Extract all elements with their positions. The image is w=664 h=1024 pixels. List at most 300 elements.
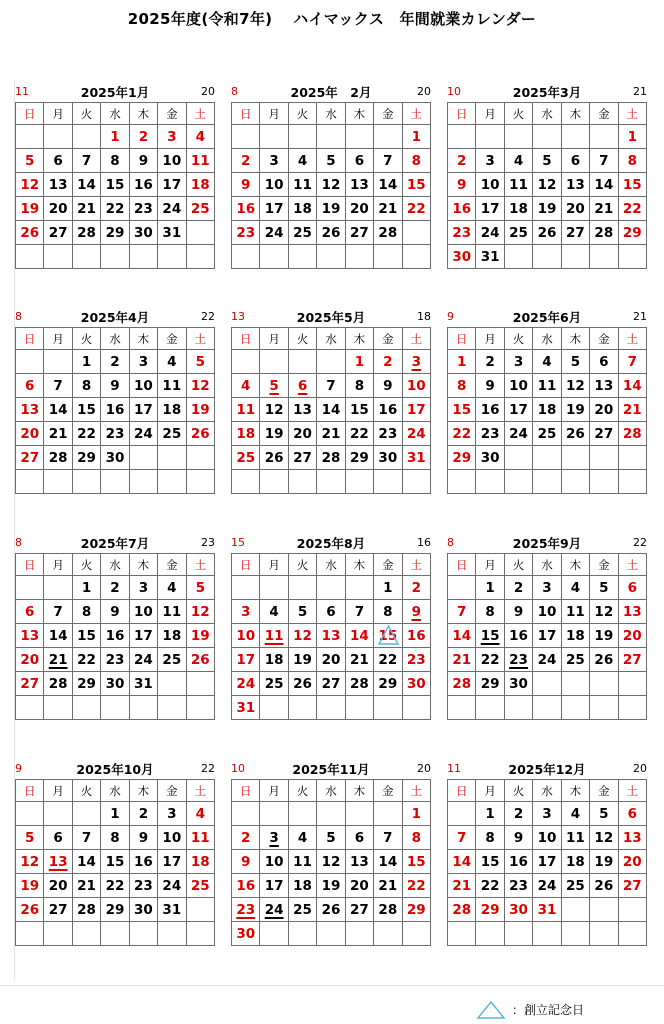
weekday-header: 金 [158,103,186,125]
empty-cell [44,470,72,494]
day-number: 22 [406,877,426,894]
empty-cell [72,125,100,149]
day-number: 28 [77,224,96,241]
day-number: 6 [297,377,308,394]
day-number: 18 [566,627,585,644]
month-title: 2025年8月 [296,536,366,551]
day-cell [402,173,430,197]
day-cell [402,149,430,173]
day-cell [374,624,402,648]
day-number: 22 [452,425,472,442]
day-number: 1 [485,805,495,822]
weekday-header: 月 [44,103,72,125]
week-row [16,648,215,672]
day-number: 4 [570,805,581,822]
empty-cell [260,696,288,720]
work-days-count: 21 [633,310,647,323]
day-number: 28 [350,675,369,692]
day-number: 1 [81,579,92,596]
empty-cell [504,470,532,494]
empty-cell [476,922,504,946]
empty-cell [504,696,532,720]
day-cell [44,850,72,874]
week-row [232,173,431,197]
weekday-header: 木 [561,780,589,802]
day-cell [345,850,373,874]
week-row [16,245,215,269]
day-number: 15 [350,401,369,418]
empty-cell [288,696,316,720]
day-cell [345,600,373,624]
day-cell [129,802,157,826]
day-number: 27 [48,224,68,241]
day-number: 27 [594,425,614,442]
day-number: 11 [190,152,210,169]
empty-cell [288,350,316,374]
week-row [232,398,431,422]
day-number: 7 [81,829,92,846]
day-number: 12 [293,627,312,644]
day-number: 25 [264,675,284,692]
day-number: 10 [134,603,153,620]
weekday-header: 水 [101,328,129,350]
day-cell [186,826,214,850]
empty-cell [476,696,504,720]
empty-cell [374,922,402,946]
day-number: 24 [537,877,557,894]
day-cell [590,826,618,850]
week-row [232,672,431,696]
weekday-header: 金 [374,554,402,576]
day-cell [232,446,260,470]
day-cell [590,398,618,422]
month-grid [15,102,215,269]
empty-cell [561,898,589,922]
day-cell [533,173,561,197]
day-number: 18 [509,200,528,217]
empty-cell [72,470,100,494]
day-number: 21 [350,651,369,668]
day-cell [504,422,532,446]
day-cell [476,624,504,648]
day-number: 9 [485,377,495,394]
day-number: 17 [162,176,182,193]
day-cell [232,922,260,946]
day-number: 1 [485,579,495,596]
month-header [15,307,215,327]
empty-cell [345,245,373,269]
empty-cell [590,898,618,922]
day-number: 19 [293,651,312,668]
day-cell [288,374,316,398]
day-cell [260,446,288,470]
day-cell [158,898,186,922]
day-number: 6 [326,603,336,620]
empty-cell [158,245,186,269]
day-cell [158,221,186,245]
day-cell [288,197,316,221]
day-cell [317,648,345,672]
week-row [16,125,215,149]
day-cell [476,350,504,374]
day-number: 14 [77,853,96,870]
day-cell [476,850,504,874]
day-cell [504,350,532,374]
day-cell [533,149,561,173]
day-cell [101,624,129,648]
day-cell [476,446,504,470]
day-number: 24 [537,651,557,668]
day-cell [260,422,288,446]
day-cell [44,149,72,173]
day-number: 19 [190,627,210,644]
day-number: 29 [406,901,426,918]
day-cell [72,850,100,874]
day-number: 7 [383,152,393,169]
day-cell [232,648,260,672]
empty-cell [16,350,44,374]
day-number: 17 [236,651,256,668]
week-row [448,221,647,245]
day-cell [618,422,646,446]
day-cell [345,422,373,446]
day-number: 22 [105,877,125,894]
month-title: 2025年1月 [80,85,150,100]
day-number: 7 [457,829,467,846]
day-number: 20 [20,651,40,668]
day-number: 19 [566,401,585,418]
weekday-header: 月 [44,554,72,576]
week-row [232,696,431,720]
month-grid [231,102,431,269]
day-cell [16,898,44,922]
day-number: 28 [378,901,398,918]
empty-cell [260,576,288,600]
day-number: 9 [110,603,120,620]
month-grid [15,553,215,720]
week-row [448,422,647,446]
day-number: 3 [542,579,552,596]
day-number: 5 [542,152,552,169]
day-number: 24 [236,675,256,692]
day-cell [374,826,402,850]
work-days-count: 22 [201,762,215,775]
empty-cell [402,245,430,269]
day-number: 4 [542,353,552,370]
day-cell [72,446,100,470]
day-cell [101,350,129,374]
day-number: 25 [566,651,585,668]
empty-cell [374,125,402,149]
day-cell [101,197,129,221]
day-number: 1 [627,128,637,145]
day-number: 28 [48,449,68,466]
day-cell [288,874,316,898]
month-calendar [447,82,647,269]
week-row [448,922,647,946]
weekday-header: 土 [618,328,646,350]
day-number: 24 [162,877,182,894]
day-number: 14 [452,627,472,644]
day-number: 22 [406,200,426,217]
day-cell [288,624,316,648]
day-number: 15 [480,627,500,644]
day-cell [618,149,646,173]
weekday-header: 火 [72,780,100,802]
day-cell [618,826,646,850]
day-number: 31 [236,699,256,716]
day-cell [402,648,430,672]
off-days-count: 10 [231,762,245,775]
day-cell [345,874,373,898]
day-number: 9 [138,829,149,846]
day-number: 21 [321,425,341,442]
day-number: 27 [293,449,312,466]
day-cell [618,850,646,874]
weekday-header: 水 [533,328,561,350]
day-cell [374,850,402,874]
day-number: 17 [480,200,500,217]
week-row [16,672,215,696]
day-cell [288,672,316,696]
day-cell [590,802,618,826]
day-number: 31 [162,224,182,241]
week-row [448,802,647,826]
day-number: 19 [20,877,40,894]
empty-cell [260,245,288,269]
day-number: 28 [48,675,68,692]
day-number: 31 [537,901,557,918]
day-number: 2 [241,152,251,169]
day-cell [158,422,186,446]
day-number: 7 [383,829,393,846]
weekday-header: 月 [260,780,288,802]
day-cell [16,398,44,422]
day-cell [232,149,260,173]
weekday-header: 火 [288,328,316,350]
empty-cell [618,446,646,470]
day-number: 5 [297,603,308,620]
day-cell [288,648,316,672]
empty-cell [476,470,504,494]
day-cell [260,374,288,398]
month-grid [231,779,431,946]
day-cell [288,149,316,173]
empty-cell [260,470,288,494]
day-number: 18 [190,853,210,870]
day-number: 15 [452,401,472,418]
day-cell [448,173,476,197]
legend [476,998,584,1020]
day-number: 30 [378,449,398,466]
weekday-header: 火 [72,328,100,350]
day-number: 9 [513,603,524,620]
empty-cell [448,922,476,946]
weekday-header: 木 [345,554,373,576]
day-number: 16 [509,627,528,644]
day-cell [402,422,430,446]
week-row [16,922,215,946]
weekday-header: 金 [158,780,186,802]
day-cell [44,624,72,648]
day-number: 21 [48,425,68,442]
day-number: 6 [627,805,637,822]
day-cell [129,197,157,221]
empty-cell [288,245,316,269]
empty-cell [618,898,646,922]
day-number: 15 [378,627,398,644]
day-cell [345,398,373,422]
day-number: 6 [570,152,581,169]
day-cell [504,374,532,398]
day-cell [374,149,402,173]
day-number: 7 [627,353,637,370]
day-number: 12 [594,829,614,846]
day-cell [16,446,44,470]
empty-cell [232,802,260,826]
day-number: 18 [293,200,312,217]
day-cell [504,398,532,422]
day-cell [260,898,288,922]
empty-cell [317,922,345,946]
day-number: 7 [53,603,63,620]
day-cell [317,221,345,245]
work-days-count: 20 [201,85,215,98]
day-number: 9 [457,176,467,193]
week-row [448,350,647,374]
day-cell [232,850,260,874]
empty-cell [618,470,646,494]
day-cell [129,350,157,374]
day-cell [16,173,44,197]
day-number: 18 [566,853,585,870]
day-cell [561,802,589,826]
day-cell [448,245,476,269]
day-cell [618,398,646,422]
day-number: 26 [566,425,585,442]
day-cell [345,446,373,470]
empty-cell [158,672,186,696]
day-cell [345,672,373,696]
day-number: 25 [509,224,528,241]
day-number: 8 [457,377,467,394]
empty-cell [345,470,373,494]
empty-cell [288,125,316,149]
day-cell [72,374,100,398]
day-number: 10 [134,377,153,394]
day-cell [317,197,345,221]
day-cell [476,898,504,922]
day-number: 13 [20,627,40,644]
day-number: 17 [134,401,153,418]
day-cell [504,802,532,826]
weekday-header: 日 [448,780,476,802]
day-number: 12 [537,176,557,193]
empty-cell [186,696,214,720]
weekday-header: 木 [345,328,373,350]
day-cell [288,898,316,922]
weekday-header: 金 [374,780,402,802]
day-cell [345,350,373,374]
day-cell [186,850,214,874]
day-number: 5 [599,579,609,596]
week-row [232,149,431,173]
weekday-header: 火 [288,103,316,125]
empty-cell [561,125,589,149]
day-cell [158,197,186,221]
day-number: 16 [105,401,125,418]
weekday-header: 水 [317,554,345,576]
week-row [232,245,431,269]
day-cell [504,173,532,197]
day-cell [448,221,476,245]
day-number: 7 [81,152,92,169]
day-number: 8 [81,377,92,394]
day-cell [618,197,646,221]
empty-cell [158,922,186,946]
weekday-header: 日 [232,328,260,350]
day-number: 15 [105,176,125,193]
empty-cell [590,696,618,720]
day-cell [533,398,561,422]
day-cell [504,149,532,173]
day-number: 25 [190,200,210,217]
work-days-count: 16 [417,536,431,549]
day-number: 30 [134,901,153,918]
day-cell [232,874,260,898]
day-cell [618,600,646,624]
weekday-header: 月 [476,554,504,576]
day-number: 6 [354,829,365,846]
empty-cell [16,245,44,269]
day-cell [288,850,316,874]
day-number: 17 [134,627,153,644]
day-number: 14 [48,627,68,644]
month-grid [447,102,647,269]
month-calendar [231,759,431,946]
week-row [448,149,647,173]
day-cell [101,422,129,446]
day-cell [72,898,100,922]
day-number: 29 [378,675,398,692]
day-number: 19 [190,401,210,418]
day-number: 30 [452,248,472,265]
day-cell [561,648,589,672]
day-cell [129,125,157,149]
empty-cell [561,245,589,269]
day-number: 5 [326,152,336,169]
day-number: 4 [167,579,177,596]
day-number: 13 [350,853,369,870]
day-number: 18 [236,425,256,442]
day-number: 7 [599,152,609,169]
day-number: 4 [297,152,308,169]
weekday-header: 土 [618,554,646,576]
day-cell [448,197,476,221]
empty-cell [590,446,618,470]
day-number: 5 [25,152,35,169]
day-cell [317,672,345,696]
day-cell [129,149,157,173]
day-number: 27 [350,224,369,241]
day-cell [186,576,214,600]
day-cell [590,576,618,600]
day-cell [402,600,430,624]
day-number: 30 [105,449,125,466]
day-number: 9 [383,377,393,394]
day-cell [260,221,288,245]
day-number: 30 [105,675,125,692]
